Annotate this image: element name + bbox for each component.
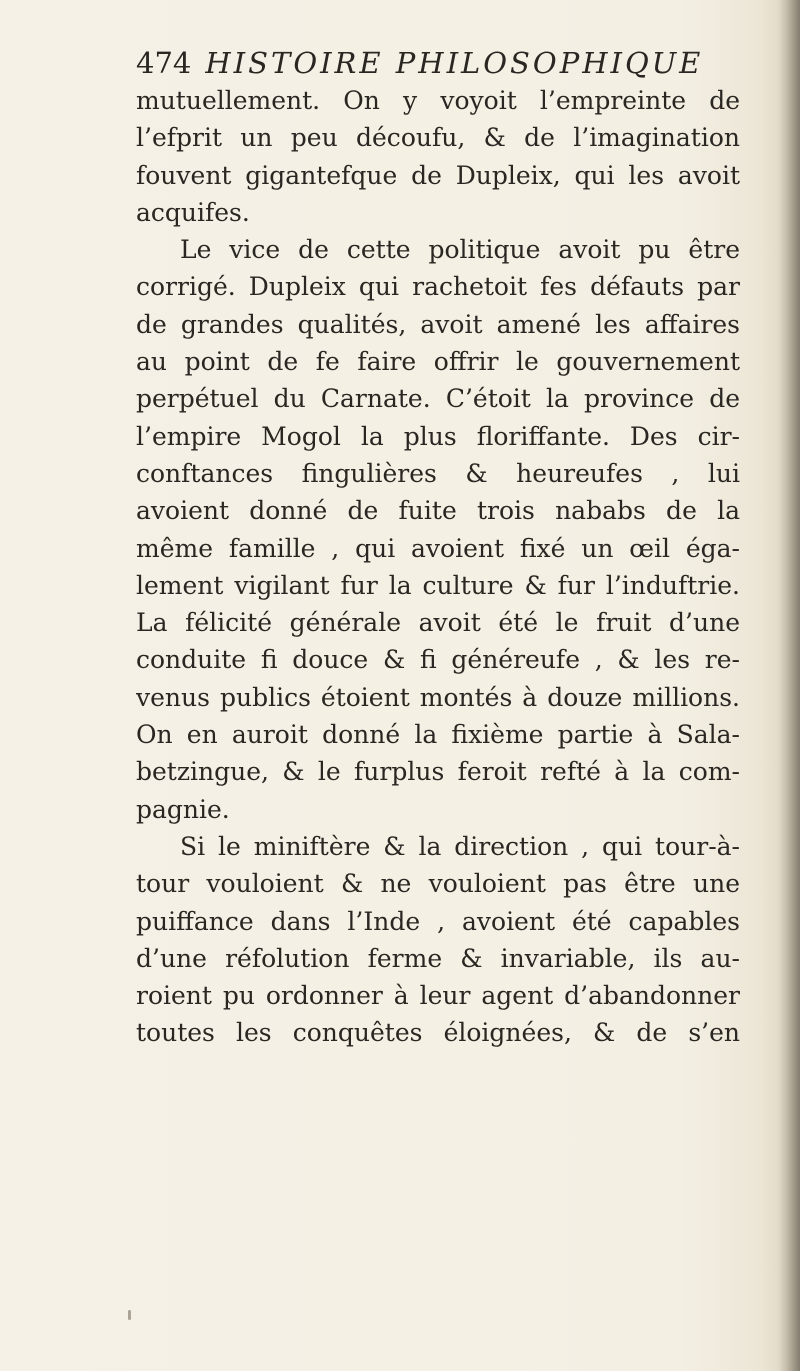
text-line: roient pu ordonner à leur agent d’abandonner <box>136 981 740 1011</box>
text-line: corrigé. Dupleix qui rachetoit fes défauts par <box>136 272 740 302</box>
text-line: au point de fe faire offrir le gouvernement <box>136 347 740 377</box>
text-line: l’efprit un peu découfu, & de l’imagination <box>136 123 740 153</box>
text-line: Si le miniftère & la direction , qui tour-à- <box>180 831 740 861</box>
ink-speck <box>128 1310 131 1320</box>
text-line: toutes les conquêtes éloignées, & de s’en <box>136 1018 740 1048</box>
text-line: perpétuel du Carnate. C’étoit la province de <box>136 384 740 414</box>
body-text <box>136 82 740 1052</box>
text-line: mutuellement. On y voyoit l’empreinte de <box>136 86 740 115</box>
text-line: d’une réfolution ferme & invariable, ils au- <box>136 943 740 973</box>
text-line: On en auroit donné la fixième partie à Sala- <box>136 720 740 750</box>
text-line: La félicité générale avoit été le fruit d’une <box>136 608 740 638</box>
text-line: betzingue, & le furplus feroit refté à la com- <box>136 757 740 787</box>
text-line: conftances fingulières & heureufes , lui <box>136 458 740 488</box>
text-line: l’empire Mogol la plus floriffante. Des cir- <box>136 421 740 451</box>
page-number: 474 <box>136 46 192 80</box>
page-edge-shadow <box>778 0 800 1371</box>
running-title: HISTOIRE PHILOSOPHIQUE <box>205 46 704 80</box>
text-line: tour vouloient & ne vouloient pas être une <box>136 869 740 899</box>
text-line: conduite fi douce & fi généreufe , & les re- <box>136 645 740 675</box>
text-line: fouvent gigantefque de Dupleix, qui les avoit <box>136 160 740 190</box>
text-line: lement vigilant fur la culture & fur l’induftrie. <box>136 570 740 600</box>
text-line: avoient donné de fuite trois nababs de la <box>136 496 740 526</box>
text-line: pagnie. <box>136 794 230 824</box>
text-line: Le vice de cette politique avoit pu être <box>180 235 740 265</box>
text-line: de grandes qualités, avoit amené les affaires <box>136 309 740 339</box>
text-line: même famille , qui avoient fixé un œil éga- <box>136 533 740 563</box>
running-header <box>136 46 736 86</box>
text-line: venus publics étoient montés à douze millions. <box>136 682 740 712</box>
text-line: puiffance dans l’Inde , avoient été capables <box>136 906 740 936</box>
text-line: acquifes. <box>136 197 250 227</box>
